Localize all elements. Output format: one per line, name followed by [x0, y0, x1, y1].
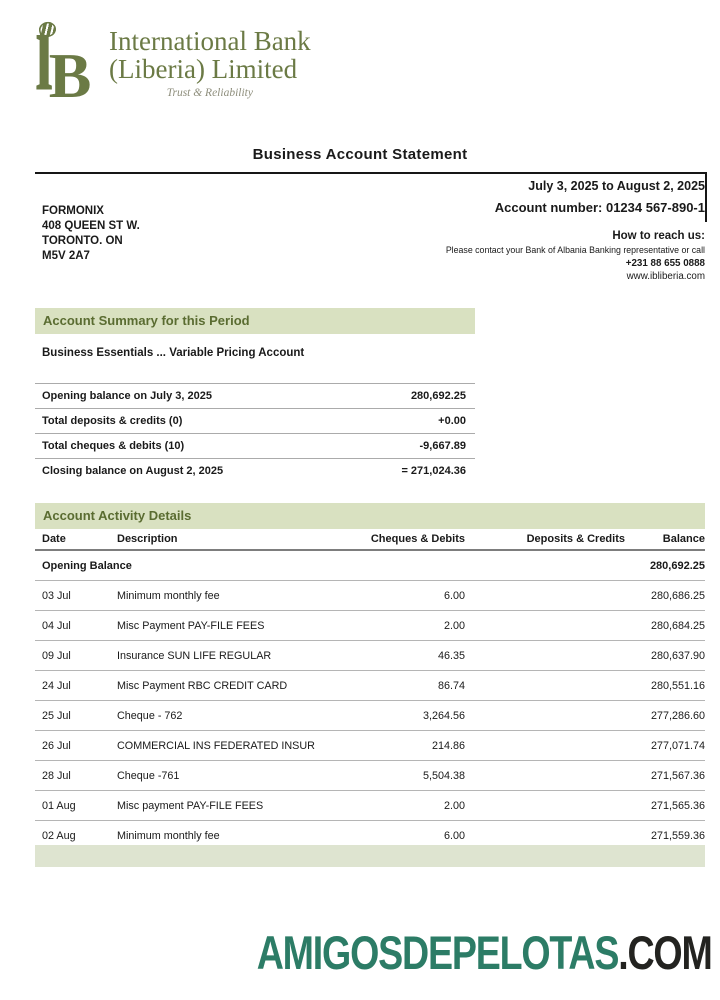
- cell-balance: 277,071.74: [650, 739, 705, 752]
- summary-section-heading: Account Summary for this Period: [35, 308, 475, 334]
- cell-date: 09 Jul: [42, 649, 71, 662]
- summary-label: Total deposits & credits (0): [42, 415, 183, 427]
- table-row: [35, 610, 705, 640]
- cell-description: Misc Payment PAY-FILE FEES: [117, 619, 265, 632]
- cell-description: COMMERCIAL INS FEDERATED INSUR: [117, 739, 315, 752]
- monogram-b: B: [48, 40, 88, 112]
- cell-debit: 6.00: [443, 589, 465, 602]
- summary-label: Opening balance on July 3, 2025: [42, 390, 212, 402]
- cell-debit: 46.35: [437, 649, 465, 662]
- table-row: [35, 760, 705, 790]
- column-header-balance: Balance: [662, 533, 705, 545]
- column-header-description: Description: [117, 533, 178, 545]
- cell-debit: 86.74: [437, 679, 465, 692]
- summary-value: -9,667.89: [419, 440, 466, 452]
- cell-date: 03 Jul: [42, 589, 71, 602]
- activity-rows: [35, 580, 705, 850]
- cell-description: Misc payment PAY-FILE FEES: [117, 799, 264, 812]
- table-row: [35, 700, 705, 730]
- customer-address-line3: M5V 2A7: [42, 249, 90, 262]
- cell-balance: 271,567.36: [650, 769, 705, 782]
- table-row: [35, 790, 705, 820]
- table-row: [35, 670, 705, 700]
- monogram-letters: [35, 0, 88, 116]
- summary-value: +0.00: [438, 415, 466, 427]
- cell-description: Insurance SUN LIFE REGULAR: [117, 649, 272, 662]
- cell-date: 01 Aug: [42, 799, 76, 812]
- summary-table: [35, 383, 475, 483]
- cell-balance: 271,559.36: [650, 829, 705, 842]
- cell-debit: 3,264.56: [422, 709, 465, 722]
- cell-balance: 271,565.36: [650, 799, 705, 812]
- watermark-suffix: .COM: [618, 926, 712, 979]
- summary-value: 280,692.25: [410, 390, 466, 402]
- opening-balance-value: 280,692.25: [649, 559, 705, 572]
- footer-bar: [35, 845, 705, 867]
- cell-description: Cheque -761: [117, 769, 180, 782]
- account-product-name: Business Essentials ... Variable Pricing Account: [42, 347, 305, 359]
- table-row: [35, 580, 705, 610]
- cell-date: 28 Jul: [42, 769, 71, 782]
- cell-date: 26 Jul: [42, 739, 71, 752]
- activity-section-heading: Account Activity Details: [35, 503, 705, 529]
- title-divider: [35, 172, 707, 174]
- cell-debit: 214.86: [431, 739, 465, 752]
- cell-balance: 280,686.25: [650, 589, 705, 602]
- watermark-main: AMIGOSDEPELOTAS: [257, 926, 619, 979]
- table-row: [35, 640, 705, 670]
- cell-description: Misc Payment RBC CREDIT CARD: [117, 679, 288, 692]
- opening-balance-label: Opening Balance: [42, 559, 132, 572]
- activity-table: [35, 529, 705, 850]
- bank-logo: [35, 0, 311, 116]
- cell-balance: 277,286.60: [650, 709, 705, 722]
- summary-value: = 271,024.36: [401, 465, 466, 477]
- summary-row: [35, 408, 475, 433]
- cell-debit: 2.00: [443, 799, 465, 812]
- monogram-i: ı: [35, 0, 49, 116]
- summary-label: Closing balance on August 2, 2025: [42, 465, 224, 477]
- summary-row: [35, 433, 475, 458]
- summary-label: Total cheques & debits (10): [42, 440, 185, 452]
- opening-balance-row: [35, 551, 705, 580]
- cell-debit: 6.00: [443, 829, 465, 842]
- bank-name-block: [109, 18, 311, 106]
- contact-block: [446, 230, 705, 282]
- cell-description: Minimum monthly fee: [117, 829, 220, 842]
- cell-description: Cheque - 762: [117, 709, 183, 722]
- contact-heading: How to reach us:: [612, 230, 705, 242]
- contact-instruction: Please contact your Bank of Albania Banking representative or call: [445, 245, 705, 255]
- cell-balance: 280,551.16: [650, 679, 705, 692]
- page-edge-line: [705, 172, 707, 222]
- cell-debit: 5,504.38: [422, 769, 465, 782]
- column-header-date: Date: [42, 533, 66, 545]
- contact-website: www.ibliberia.com: [626, 271, 705, 282]
- cell-balance: 280,684.25: [650, 619, 705, 632]
- account-number: Account number: 01234 567-890-1: [494, 200, 705, 215]
- summary-row: [35, 458, 475, 483]
- customer-address-block: [42, 204, 140, 264]
- activity-header-row: [35, 529, 705, 551]
- cell-date: 02 Aug: [42, 829, 76, 842]
- column-header-credits: Deposits & Credits: [526, 533, 625, 545]
- customer-name: FORMONIX: [42, 205, 104, 217]
- cell-debit: 2.00: [443, 619, 465, 632]
- cell-description: Minimum monthly fee: [117, 589, 220, 602]
- customer-address-line1: 408 QUEEN ST W.: [42, 219, 140, 232]
- cell-date: 04 Jul: [42, 619, 71, 632]
- summary-row: [35, 383, 475, 408]
- table-row: [35, 730, 705, 760]
- cell-date: 25 Jul: [42, 709, 71, 722]
- contact-phone: +231 88 655 0888: [625, 258, 705, 269]
- cell-balance: 280,637.90: [650, 649, 705, 662]
- bank-tagline: Trust & Reliability: [166, 87, 253, 100]
- column-header-debits: Cheques & Debits: [370, 533, 465, 545]
- bank-name-line2: (Liberia) Limited: [109, 53, 298, 84]
- cell-date: 24 Jul: [42, 679, 71, 692]
- watermark: [257, 925, 712, 980]
- page-title: Business Account Statement: [252, 146, 468, 163]
- statement-period: July 3, 2025 to August 2, 2025: [528, 179, 705, 193]
- customer-address-line2: TORONTO. ON: [42, 234, 123, 247]
- bank-name-line1: International Bank: [109, 26, 311, 56]
- bank-monogram: [35, 0, 97, 116]
